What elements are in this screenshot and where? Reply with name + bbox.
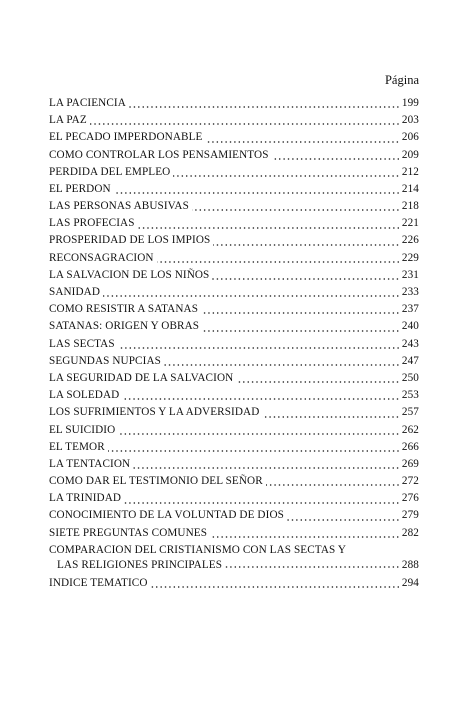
dot-leader [127, 97, 400, 108]
dot-leader [190, 200, 400, 211]
table-of-contents [49, 72, 419, 592]
toc-entry[interactable] [49, 353, 419, 370]
dot-leader [223, 557, 400, 568]
toc-entry[interactable] [49, 250, 419, 267]
dot-leader [264, 475, 400, 486]
dot-leader [116, 338, 400, 349]
toc-entry-page: 212 [401, 165, 419, 178]
toc-entry-page: 250 [401, 371, 419, 384]
toc-entry[interactable] [49, 233, 419, 250]
dot-leader [208, 527, 400, 538]
toc-entry[interactable] [49, 575, 419, 592]
toc-entry-title: LA SALVACION DE LOS NIÑOS [49, 268, 210, 281]
toc-entry-title: COMO CONTROLAR LOS PENSAMIENTOS [49, 148, 269, 161]
toc-entry[interactable] [49, 147, 419, 164]
toc-entry-title: INDICE TEMATICO [49, 577, 148, 590]
toc-entry[interactable] [49, 284, 419, 301]
toc-entry-page: 226 [401, 234, 419, 247]
dot-leader [112, 183, 400, 194]
dot-leader [155, 252, 400, 263]
dot-leader [120, 389, 400, 400]
dot-leader [136, 217, 400, 228]
toc-entry-title: LOS SUFRIMIENTOS Y LA ADVERSIDAD [49, 406, 260, 419]
toc-entry-title: PROSPERIDAD DE LOS IMPIOS [49, 234, 211, 247]
toc-entry-title: PERDIDA DEL EMPLEO [49, 165, 171, 178]
dot-leader [162, 355, 400, 366]
toc-entry-page: 206 [401, 131, 419, 144]
dot-leader [210, 269, 400, 280]
toc-entry[interactable] [49, 542, 419, 575]
toc-entry-page: 218 [401, 200, 419, 213]
toc-entry-page: 243 [401, 337, 419, 350]
toc-entry[interactable] [49, 508, 419, 525]
dot-leader [171, 166, 400, 177]
toc-entry-title: LAS SECTAS [49, 337, 115, 350]
toc-entry-page: 203 [401, 114, 419, 127]
dot-leader [199, 303, 400, 314]
toc-entry[interactable] [49, 318, 419, 335]
toc-entry[interactable] [49, 129, 419, 146]
toc-entry-page: 253 [401, 389, 419, 402]
toc-entry[interactable] [49, 215, 419, 232]
toc-entry-title-continued: LAS RELIGIONES PRINCIPALES [57, 559, 223, 572]
toc-entry[interactable] [49, 387, 419, 404]
toc-entry[interactable] [49, 267, 419, 284]
dot-leader [88, 114, 400, 125]
toc-entry-page: 269 [401, 457, 419, 470]
toc-entry-title: LAS PERSONAS ABUSIVAS [49, 200, 189, 213]
toc-entry[interactable] [49, 301, 419, 318]
toc-entry[interactable] [49, 404, 419, 421]
toc-entry-title: EL PECADO IMPERDONABLE [49, 131, 203, 144]
toc-entry-title: RECONSAGRACION [49, 251, 154, 264]
toc-entry-title: EL SUICIDIO [49, 423, 116, 436]
dot-leader [260, 406, 400, 417]
toc-entry-page: 282 [401, 526, 419, 539]
dot-leader [101, 286, 400, 297]
toc-list [49, 95, 419, 592]
toc-entry-title: COMO DAR EL TESTIMONIO DEL SEÑOR [49, 475, 263, 488]
toc-entry-page: 221 [401, 217, 419, 230]
toc-entry-title: EL TEMOR [49, 440, 105, 453]
toc-entry[interactable] [49, 439, 419, 456]
page-column-heading: Página [384, 73, 419, 87]
toc-entry-page: 233 [401, 286, 419, 299]
toc-entry-page: 279 [401, 509, 419, 522]
toc-entry-page: 237 [401, 303, 419, 316]
toc-entry-title: LAS PROFECIAS [49, 217, 135, 230]
toc-entry-page: 276 [401, 492, 419, 505]
toc-entry-title: EL PERDON [49, 182, 111, 195]
dot-leader [116, 424, 400, 435]
toc-entry-page: 240 [401, 320, 419, 333]
toc-entry-page: 294 [401, 577, 419, 590]
toc-entry[interactable] [49, 490, 419, 507]
toc-entry-page: 272 [401, 475, 419, 488]
toc-entry-page: 262 [401, 423, 419, 436]
toc-entry-title: CONOCIMIENTO DE LA VOLUNTAD DE DIOS [49, 509, 284, 522]
toc-entry[interactable] [49, 525, 419, 542]
dot-leader [122, 492, 400, 503]
toc-entry-page: 214 [401, 182, 419, 195]
dot-leader [149, 577, 400, 588]
toc-entry-page: 288 [401, 559, 419, 572]
dot-leader [106, 441, 400, 452]
dot-leader [270, 149, 400, 160]
toc-entry-page: 247 [401, 354, 419, 367]
toc-entry[interactable] [49, 370, 419, 387]
toc-entry[interactable] [49, 164, 419, 181]
dot-leader [285, 510, 400, 521]
toc-entry-title: SANIDAD [49, 286, 101, 299]
toc-entry[interactable] [49, 181, 419, 198]
toc-entry-title: SATANAS: ORIGEN Y OBRAS [49, 320, 200, 333]
toc-entry-title: LA PACIENCIA [49, 96, 126, 109]
toc-entry-page: 209 [401, 148, 419, 161]
toc-entry[interactable] [49, 95, 419, 112]
toc-entry-title: COMO RESISTIR A SATANAS [49, 303, 199, 316]
toc-entry-page: 266 [401, 440, 419, 453]
toc-entry[interactable] [49, 112, 419, 129]
toc-entry-title: SIETE PREGUNTAS COMUNES [49, 526, 208, 539]
toc-entry[interactable] [49, 422, 419, 439]
toc-entry-title: LA TENTACION [49, 457, 131, 470]
toc-entry-page: 257 [401, 406, 419, 419]
toc-entry-page: 199 [401, 96, 419, 109]
toc-entry-page: 231 [401, 268, 419, 281]
toc-entry-title: LA TRINIDAD [49, 492, 122, 505]
dot-leader [131, 458, 400, 469]
dot-leader [234, 372, 400, 383]
toc-entry-title: COMPARACION DEL CRISTIANISMO CON LAS SECTAS Y [49, 543, 346, 556]
toc-entry[interactable] [49, 198, 419, 215]
toc-entry-title: LA SEGURIDAD DE LA SALVACION [49, 371, 234, 384]
dot-leader [203, 131, 400, 142]
toc-entry[interactable] [49, 473, 419, 490]
dot-leader [211, 235, 400, 246]
toc-entry-title: LA SOLEDAD [49, 389, 120, 402]
dot-leader [200, 320, 400, 331]
toc-entry-title: SEGUNDAS NUPCIAS [49, 354, 161, 367]
toc-entry-title: LA PAZ [49, 114, 87, 127]
toc-entry[interactable] [49, 456, 419, 473]
toc-entry-page: 229 [401, 251, 419, 264]
toc-entry[interactable] [49, 336, 419, 353]
